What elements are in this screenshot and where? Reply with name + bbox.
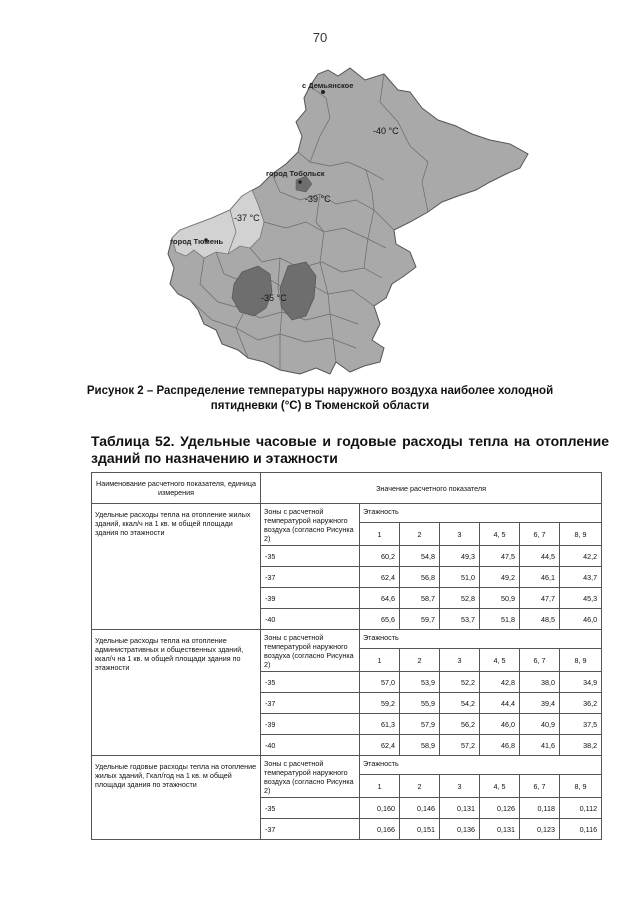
value-cell: 59,2	[360, 693, 400, 714]
value-cell: 54,2	[440, 693, 480, 714]
zone-temp-cell: -35	[261, 672, 360, 693]
value-cell: 58,7	[400, 588, 440, 609]
floors-label: Этажность	[360, 630, 602, 649]
value-cell: 45,3	[560, 588, 602, 609]
header-indicator: Наименование расчетного показателя, единица измерения	[92, 473, 261, 504]
value-cell: 54,8	[400, 546, 440, 567]
floor-col-header: 4, 5	[480, 775, 520, 798]
value-cell: 59,7	[400, 609, 440, 630]
value-cell: 51,8	[480, 609, 520, 630]
floor-col-header: 2	[400, 523, 440, 546]
floors-label: Этажность	[360, 504, 602, 523]
value-cell: 0,116	[560, 819, 602, 840]
map-zone-minus37	[172, 190, 264, 258]
zone-temp-cell: -39	[261, 588, 360, 609]
figure-caption: Рисунок 2 – Распределение температуры наружного воздуха наиболее холодной пятидневки (°С) в Тюменской области	[86, 385, 554, 412]
zone-label-cell: Зоны с расчетной температурой наружного воздуха (согласно Рисунка 2)	[261, 756, 360, 798]
value-cell: 62,4	[360, 567, 400, 588]
value-cell: 49,3	[440, 546, 480, 567]
zone-temp-cell: -40	[261, 735, 360, 756]
value-cell: 62,4	[360, 735, 400, 756]
value-cell: 43,7	[560, 567, 602, 588]
value-cell: 48,5	[520, 609, 560, 630]
value-cell: 57,2	[440, 735, 480, 756]
value-cell: 46,0	[480, 714, 520, 735]
floor-col-header: 6, 7	[520, 523, 560, 546]
map-label-minus39: -39 °С	[305, 194, 331, 204]
value-cell: 0,166	[360, 819, 400, 840]
indicator-cell: Удельные расходы тепла на отопление административных и общественных зданий, ккал/ч на 1 кв. м общей площади здания по этажности	[92, 630, 261, 756]
floors-label: Этажность	[360, 756, 602, 775]
floor-col-header: 4, 5	[480, 649, 520, 672]
value-cell: 0,136	[440, 819, 480, 840]
indicator-cell: Удельные годовые расходы тепла на отопление жилых зданий, Гкал/год на 1 кв. м общей площади здания по этажности	[92, 756, 261, 840]
value-cell: 46,0	[560, 609, 602, 630]
zone-temp-cell: -39	[261, 714, 360, 735]
value-cell: 46,8	[480, 735, 520, 756]
value-cell: 0,131	[440, 798, 480, 819]
value-cell: 0,126	[480, 798, 520, 819]
floor-col-header: 8, 9	[560, 775, 602, 798]
zone-temp-cell: -40	[261, 609, 360, 630]
value-cell: 58,9	[400, 735, 440, 756]
zone-temp-cell: -37	[261, 819, 360, 840]
value-cell: 39,4	[520, 693, 560, 714]
value-cell: 44,4	[480, 693, 520, 714]
value-cell: 53,9	[400, 672, 440, 693]
value-cell: 34,9	[560, 672, 602, 693]
zone-label-cell: Зоны с расчетной температурой наружного воздуха (согласно Рисунка 2)	[261, 630, 360, 672]
value-cell: 0,123	[520, 819, 560, 840]
region-map	[160, 62, 530, 387]
value-cell: 65,6	[360, 609, 400, 630]
floor-col-header: 1	[360, 775, 400, 798]
map-marker-demyanskoye	[321, 90, 325, 94]
zone-temp-cell: -37	[261, 693, 360, 714]
value-cell: 36,2	[560, 693, 602, 714]
floor-col-header: 3	[440, 775, 480, 798]
value-cell: 57,0	[360, 672, 400, 693]
value-cell: 64,6	[360, 588, 400, 609]
value-cell: 46,1	[520, 567, 560, 588]
value-cell: 60,2	[360, 546, 400, 567]
data-table	[91, 472, 602, 840]
floor-col-header: 8, 9	[560, 649, 602, 672]
value-cell: 61,3	[360, 714, 400, 735]
floor-col-header: 2	[400, 649, 440, 672]
map-label-minus35: -35 °С	[261, 293, 287, 303]
value-cell: 0,160	[360, 798, 400, 819]
value-cell: 55,9	[400, 693, 440, 714]
value-cell: 56,8	[400, 567, 440, 588]
value-cell: 0,151	[400, 819, 440, 840]
floor-col-header: 6, 7	[520, 649, 560, 672]
value-cell: 52,2	[440, 672, 480, 693]
value-cell: 38,0	[520, 672, 560, 693]
table-title: Таблица 52. Удельные часовые и годовые расходы тепла на отопление зданий по назначению и этажности	[91, 433, 609, 466]
header-value: Значение расчетного показателя	[261, 473, 602, 504]
zone-temp-cell: -35	[261, 546, 360, 567]
value-cell: 42,2	[560, 546, 602, 567]
value-cell: 47,7	[520, 588, 560, 609]
value-cell: 42,8	[480, 672, 520, 693]
value-cell: 0,146	[400, 798, 440, 819]
value-cell: 38,2	[560, 735, 602, 756]
value-cell: 37,5	[560, 714, 602, 735]
floor-col-header: 2	[400, 775, 440, 798]
floor-col-header: 3	[440, 649, 480, 672]
floor-col-header: 6, 7	[520, 775, 560, 798]
value-cell: 41,6	[520, 735, 560, 756]
value-cell: 49,2	[480, 567, 520, 588]
value-cell: 0,131	[480, 819, 520, 840]
value-cell: 53,7	[440, 609, 480, 630]
value-cell: 57,9	[400, 714, 440, 735]
value-cell: 0,118	[520, 798, 560, 819]
floor-col-header: 1	[360, 523, 400, 546]
value-cell: 44,5	[520, 546, 560, 567]
map-label-tobolsk: город Тобольск	[266, 169, 325, 178]
value-cell: 40,9	[520, 714, 560, 735]
value-cell: 50,9	[480, 588, 520, 609]
map-label-demyanskoye: с Демьянское	[302, 81, 354, 90]
value-cell: 51,0	[440, 567, 480, 588]
page-number: 70	[312, 30, 328, 45]
value-cell: 52,8	[440, 588, 480, 609]
map-label-minus37: -37 °С	[234, 213, 260, 223]
value-cell: 47,5	[480, 546, 520, 567]
zone-temp-cell: -35	[261, 798, 360, 819]
map-marker-tobolsk	[298, 180, 302, 184]
floor-col-header: 8, 9	[560, 523, 602, 546]
zone-temp-cell: -37	[261, 567, 360, 588]
zone-label-cell: Зоны с расчетной температурой наружного воздуха (согласно Рисунка 2)	[261, 504, 360, 546]
indicator-cell: Удельные расходы тепла на отопление жилых зданий, ккал/ч на 1 кв. м общей площади здания по этажности	[92, 504, 261, 630]
value-cell: 0,112	[560, 798, 602, 819]
floor-col-header: 1	[360, 649, 400, 672]
value-cell: 56,2	[440, 714, 480, 735]
map-label-tyumen: город Тюмень	[170, 237, 224, 246]
map-label-minus40: -40 °С	[373, 126, 399, 136]
floor-col-header: 4, 5	[480, 523, 520, 546]
floor-col-header: 3	[440, 523, 480, 546]
